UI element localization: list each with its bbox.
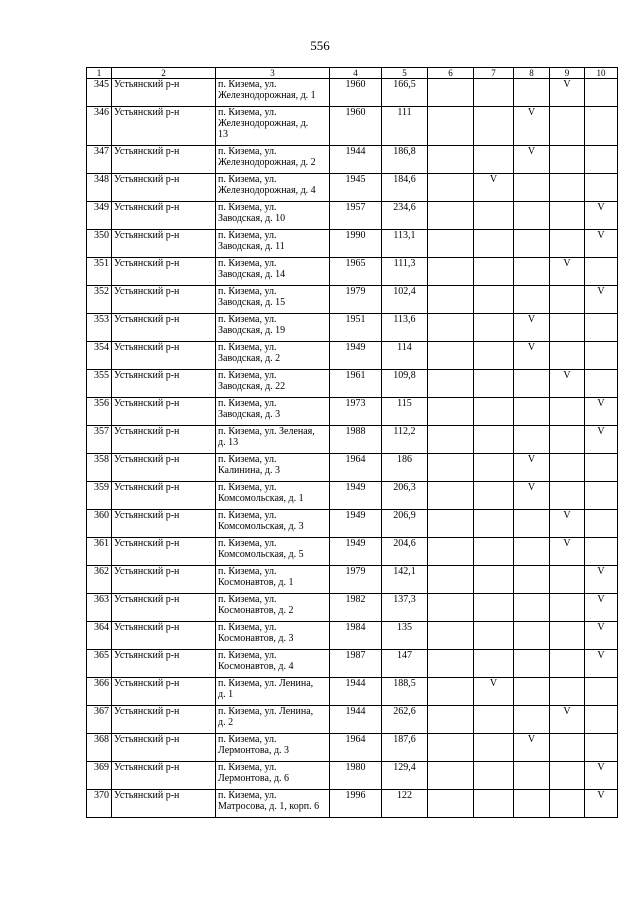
row-number-cell: 363 [87, 594, 112, 622]
column-6-cell [428, 314, 474, 342]
column-8-cell [514, 762, 550, 790]
column-9-cell [550, 202, 585, 230]
column-8-cell [514, 594, 550, 622]
area-cell: 114 [382, 342, 428, 370]
year-cell: 1957 [330, 202, 382, 230]
address-cell: п. Кизема, ул. Космонавтов, д. 1 [216, 566, 330, 594]
column-10-cell [585, 258, 618, 286]
area-cell: 113,1 [382, 230, 428, 258]
column-8-cell [514, 706, 550, 734]
area-cell: 204,6 [382, 538, 428, 566]
address-cell: п. Кизема, ул. Комсомольская, д. 3 [216, 510, 330, 538]
address-cell: п. Кизема, ул. Комсомольская, д. 1 [216, 482, 330, 510]
housing-registry-table [86, 67, 618, 818]
column-7-cell [474, 146, 514, 174]
column-10-cell: V [585, 622, 618, 650]
column-8-cell [514, 286, 550, 314]
column-9-cell [550, 762, 585, 790]
year-cell: 1979 [330, 566, 382, 594]
area-cell: 102,4 [382, 286, 428, 314]
column-9-cell [550, 314, 585, 342]
row-number-cell: 345 [87, 79, 112, 107]
address-cell: п. Кизема, ул. Заводская, д. 3 [216, 398, 330, 426]
row-number-cell: 352 [87, 286, 112, 314]
row-number-cell: 353 [87, 314, 112, 342]
address-cell: п. Кизема, ул. Зеленая, д. 13 [216, 426, 330, 454]
column-8-cell [514, 510, 550, 538]
district-cell: Устьянский р-н [112, 790, 216, 818]
column-10-cell [585, 538, 618, 566]
column-7-cell [474, 258, 514, 286]
column-7-cell [474, 538, 514, 566]
column-9-cell [550, 146, 585, 174]
row-number-cell: 367 [87, 706, 112, 734]
row-number-cell: 368 [87, 734, 112, 762]
year-cell: 1990 [330, 230, 382, 258]
column-6-cell [428, 370, 474, 398]
column-7-cell [474, 650, 514, 678]
column-7-cell [474, 426, 514, 454]
column-8-cell [514, 230, 550, 258]
column-10-cell [585, 454, 618, 482]
row-number-cell: 359 [87, 482, 112, 510]
row-number-cell: 357 [87, 426, 112, 454]
column-10-cell: V [585, 398, 618, 426]
column-7-cell [474, 622, 514, 650]
table-row [87, 566, 618, 594]
district-cell: Устьянский р-н [112, 230, 216, 258]
table-row [87, 762, 618, 790]
column-number-header-row [87, 68, 618, 79]
year-cell: 1980 [330, 762, 382, 790]
district-cell: Устьянский р-н [112, 482, 216, 510]
column-10-cell: V [585, 286, 618, 314]
table-row [87, 107, 618, 146]
table-row [87, 734, 618, 762]
district-cell: Устьянский р-н [112, 762, 216, 790]
year-cell: 1951 [330, 314, 382, 342]
column-6-cell [428, 286, 474, 314]
column-8-cell: V [514, 482, 550, 510]
district-cell: Устьянский р-н [112, 146, 216, 174]
column-9-cell: V [550, 538, 585, 566]
row-number-cell: 369 [87, 762, 112, 790]
district-cell: Устьянский р-н [112, 314, 216, 342]
table-row [87, 174, 618, 202]
area-cell: 142,1 [382, 566, 428, 594]
table-row [87, 706, 618, 734]
year-cell: 1973 [330, 398, 382, 426]
column-7-cell [474, 370, 514, 398]
column-9-cell: V [550, 370, 585, 398]
year-cell: 1944 [330, 678, 382, 706]
column-10-cell [585, 482, 618, 510]
row-number-cell: 354 [87, 342, 112, 370]
row-number-cell: 360 [87, 510, 112, 538]
table-row [87, 286, 618, 314]
column-9-cell [550, 594, 585, 622]
row-number-cell: 364 [87, 622, 112, 650]
column-6-cell [428, 454, 474, 482]
table-row [87, 398, 618, 426]
row-number-cell: 351 [87, 258, 112, 286]
district-cell: Устьянский р-н [112, 566, 216, 594]
row-number-cell: 356 [87, 398, 112, 426]
table-row [87, 230, 618, 258]
column-7-cell [474, 566, 514, 594]
district-cell: Устьянский р-н [112, 79, 216, 107]
address-cell: п. Кизема, ул. Заводская, д. 11 [216, 230, 330, 258]
address-cell: п. Кизема, ул. Лермонтова, д. 6 [216, 762, 330, 790]
column-10-cell: V [585, 202, 618, 230]
year-cell: 1949 [330, 482, 382, 510]
table-row [87, 258, 618, 286]
table-row [87, 622, 618, 650]
column-10-cell: V [585, 230, 618, 258]
area-cell: 111 [382, 107, 428, 146]
column-7-cell [474, 230, 514, 258]
table-row [87, 678, 618, 706]
row-number-cell: 365 [87, 650, 112, 678]
column-10-cell [585, 734, 618, 762]
column-9-cell [550, 650, 585, 678]
column-9-cell [550, 566, 585, 594]
district-cell: Устьянский р-н [112, 538, 216, 566]
column-8-cell: V [514, 734, 550, 762]
column-6-cell [428, 174, 474, 202]
area-cell: 129,4 [382, 762, 428, 790]
year-cell: 1964 [330, 454, 382, 482]
district-cell: Устьянский р-н [112, 202, 216, 230]
column-8-cell [514, 650, 550, 678]
column-6-cell [428, 594, 474, 622]
column-8-cell [514, 79, 550, 107]
column-7-cell [474, 482, 514, 510]
address-cell: п. Кизема, ул. Лермонтова, д. 3 [216, 734, 330, 762]
column-7-cell [474, 79, 514, 107]
column-9-cell [550, 342, 585, 370]
column-6-cell [428, 146, 474, 174]
area-cell: 188,5 [382, 678, 428, 706]
column-7-cell [474, 107, 514, 146]
year-cell: 1984 [330, 622, 382, 650]
column-9-cell [550, 107, 585, 146]
row-number-cell: 361 [87, 538, 112, 566]
column-9-cell [550, 426, 585, 454]
area-cell: 206,3 [382, 482, 428, 510]
table-row [87, 314, 618, 342]
address-cell: п. Кизема, ул. Заводская, д. 10 [216, 202, 330, 230]
district-cell: Устьянский р-н [112, 286, 216, 314]
column-10-cell [585, 678, 618, 706]
row-number-cell: 350 [87, 230, 112, 258]
year-cell: 1944 [330, 706, 382, 734]
year-cell: 1949 [330, 510, 382, 538]
column-10-cell: V [585, 426, 618, 454]
area-cell: 147 [382, 650, 428, 678]
column-9-cell [550, 678, 585, 706]
column-8-cell: V [514, 146, 550, 174]
column-header: 7 [474, 68, 514, 79]
table-row [87, 342, 618, 370]
table-row [87, 650, 618, 678]
address-cell: п. Кизема, ул. Матросова, д. 1, корп. 6 [216, 790, 330, 818]
column-6-cell [428, 790, 474, 818]
column-6-cell [428, 258, 474, 286]
address-cell: п. Кизема, ул. Железнодорожная, д. 2 [216, 146, 330, 174]
column-7-cell: V [474, 678, 514, 706]
district-cell: Устьянский р-н [112, 594, 216, 622]
address-cell: п. Кизема, ул. Заводская, д. 2 [216, 342, 330, 370]
column-6-cell [428, 230, 474, 258]
column-6-cell [428, 482, 474, 510]
year-cell: 1960 [330, 79, 382, 107]
column-8-cell: V [514, 342, 550, 370]
column-8-cell [514, 202, 550, 230]
column-7-cell [474, 762, 514, 790]
year-cell: 1965 [330, 258, 382, 286]
column-7-cell [474, 398, 514, 426]
column-10-cell: V [585, 594, 618, 622]
column-6-cell [428, 202, 474, 230]
address-cell: п. Кизема, ул. Железнодорожная, д. 13 [216, 107, 330, 146]
column-8-cell [514, 538, 550, 566]
column-9-cell [550, 286, 585, 314]
column-header: 3 [216, 68, 330, 79]
district-cell: Устьянский р-н [112, 454, 216, 482]
area-cell: 262,6 [382, 706, 428, 734]
column-6-cell [428, 79, 474, 107]
column-10-cell [585, 342, 618, 370]
year-cell: 1949 [330, 342, 382, 370]
year-cell: 1960 [330, 107, 382, 146]
column-9-cell [550, 790, 585, 818]
column-8-cell [514, 258, 550, 286]
address-cell: п. Кизема, ул. Комсомольская, д. 5 [216, 538, 330, 566]
column-10-cell: V [585, 762, 618, 790]
column-header: 9 [550, 68, 585, 79]
row-number-cell: 346 [87, 107, 112, 146]
column-9-cell [550, 454, 585, 482]
column-9-cell [550, 734, 585, 762]
year-cell: 1961 [330, 370, 382, 398]
district-cell: Устьянский р-н [112, 426, 216, 454]
table-row [87, 538, 618, 566]
address-cell: п. Кизема, ул. Заводская, д. 14 [216, 258, 330, 286]
row-number-cell: 358 [87, 454, 112, 482]
column-6-cell [428, 706, 474, 734]
district-cell: Устьянский р-н [112, 510, 216, 538]
area-cell: 115 [382, 398, 428, 426]
area-cell: 187,6 [382, 734, 428, 762]
area-cell: 111,3 [382, 258, 428, 286]
column-7-cell [474, 706, 514, 734]
district-cell: Устьянский р-н [112, 174, 216, 202]
table-row [87, 510, 618, 538]
column-10-cell [585, 370, 618, 398]
column-7-cell [474, 790, 514, 818]
area-cell: 112,2 [382, 426, 428, 454]
column-10-cell: V [585, 650, 618, 678]
column-6-cell [428, 538, 474, 566]
row-number-cell: 347 [87, 146, 112, 174]
district-cell: Устьянский р-н [112, 107, 216, 146]
column-6-cell [428, 398, 474, 426]
year-cell: 1949 [330, 538, 382, 566]
table-row [87, 426, 618, 454]
column-header: 5 [382, 68, 428, 79]
column-6-cell [428, 622, 474, 650]
year-cell: 1964 [330, 734, 382, 762]
year-cell: 1982 [330, 594, 382, 622]
column-6-cell [428, 566, 474, 594]
column-7-cell [474, 454, 514, 482]
column-7-cell [474, 510, 514, 538]
year-cell: 1979 [330, 286, 382, 314]
row-number-cell: 348 [87, 174, 112, 202]
area-cell: 113,6 [382, 314, 428, 342]
table-row [87, 454, 618, 482]
column-8-cell: V [514, 454, 550, 482]
column-9-cell: V [550, 258, 585, 286]
column-6-cell [428, 342, 474, 370]
address-cell: п. Кизема, ул. Ленина, д. 1 [216, 678, 330, 706]
column-header: 6 [428, 68, 474, 79]
table-row [87, 370, 618, 398]
column-7-cell [474, 314, 514, 342]
column-8-cell [514, 174, 550, 202]
district-cell: Устьянский р-н [112, 678, 216, 706]
column-6-cell [428, 650, 474, 678]
column-8-cell [514, 370, 550, 398]
column-10-cell: V [585, 566, 618, 594]
column-9-cell [550, 230, 585, 258]
area-cell: 186 [382, 454, 428, 482]
column-7-cell [474, 342, 514, 370]
district-cell: Устьянский р-н [112, 342, 216, 370]
column-7-cell [474, 734, 514, 762]
column-10-cell [585, 107, 618, 146]
column-9-cell [550, 482, 585, 510]
page-number: 556 [310, 38, 330, 53]
column-6-cell [428, 678, 474, 706]
column-9-cell: V [550, 706, 585, 734]
year-cell: 1996 [330, 790, 382, 818]
column-8-cell [514, 566, 550, 594]
address-cell: п. Кизема, ул. Ленина, д. 2 [216, 706, 330, 734]
row-number-cell: 355 [87, 370, 112, 398]
column-header: 10 [585, 68, 618, 79]
column-9-cell [550, 398, 585, 426]
column-8-cell [514, 426, 550, 454]
column-8-cell [514, 790, 550, 818]
area-cell: 122 [382, 790, 428, 818]
column-8-cell [514, 622, 550, 650]
row-number-cell: 366 [87, 678, 112, 706]
column-10-cell [585, 174, 618, 202]
year-cell: 1988 [330, 426, 382, 454]
table-row [87, 202, 618, 230]
area-cell: 234,6 [382, 202, 428, 230]
district-cell: Устьянский р-н [112, 398, 216, 426]
column-10-cell [585, 79, 618, 107]
column-header: 4 [330, 68, 382, 79]
column-9-cell: V [550, 79, 585, 107]
address-cell: п. Кизема, ул. Железнодорожная, д. 1 [216, 79, 330, 107]
table-row [87, 594, 618, 622]
district-cell: Устьянский р-н [112, 650, 216, 678]
column-10-cell [585, 706, 618, 734]
year-cell: 1944 [330, 146, 382, 174]
area-cell: 166,5 [382, 79, 428, 107]
column-10-cell [585, 510, 618, 538]
address-cell: п. Кизема, ул. Калинина, д. 3 [216, 454, 330, 482]
address-cell: п. Кизема, ул. Космонавтов, д. 4 [216, 650, 330, 678]
column-6-cell [428, 734, 474, 762]
district-cell: Устьянский р-н [112, 370, 216, 398]
district-cell: Устьянский р-н [112, 706, 216, 734]
address-cell: п. Кизема, ул. Заводская, д. 19 [216, 314, 330, 342]
district-cell: Устьянский р-н [112, 622, 216, 650]
address-cell: п. Кизема, ул. Космонавтов, д. 3 [216, 622, 330, 650]
column-8-cell [514, 398, 550, 426]
column-9-cell [550, 622, 585, 650]
row-number-cell: 349 [87, 202, 112, 230]
table-row [87, 790, 618, 818]
address-cell: п. Кизема, ул. Заводская, д. 22 [216, 370, 330, 398]
column-9-cell: V [550, 510, 585, 538]
address-cell: п. Кизема, ул. Железнодорожная, д. 4 [216, 174, 330, 202]
area-cell: 137,3 [382, 594, 428, 622]
column-10-cell [585, 146, 618, 174]
area-cell: 206,9 [382, 510, 428, 538]
column-header: 2 [112, 68, 216, 79]
year-cell: 1987 [330, 650, 382, 678]
column-6-cell [428, 762, 474, 790]
year-cell: 1945 [330, 174, 382, 202]
column-7-cell [474, 286, 514, 314]
column-7-cell [474, 202, 514, 230]
district-cell: Устьянский р-н [112, 258, 216, 286]
table-row [87, 79, 618, 107]
column-7-cell: V [474, 174, 514, 202]
district-cell: Устьянский р-н [112, 734, 216, 762]
column-6-cell [428, 107, 474, 146]
column-header: 1 [87, 68, 112, 79]
column-6-cell [428, 510, 474, 538]
row-number-cell: 370 [87, 790, 112, 818]
column-8-cell: V [514, 107, 550, 146]
column-8-cell [514, 678, 550, 706]
area-cell: 186,8 [382, 146, 428, 174]
address-cell: п. Кизема, ул. Космонавтов, д. 2 [216, 594, 330, 622]
column-7-cell [474, 594, 514, 622]
column-10-cell: V [585, 790, 618, 818]
column-header: 8 [514, 68, 550, 79]
area-cell: 109,8 [382, 370, 428, 398]
area-cell: 135 [382, 622, 428, 650]
table-row [87, 482, 618, 510]
column-6-cell [428, 426, 474, 454]
column-8-cell: V [514, 314, 550, 342]
column-9-cell [550, 174, 585, 202]
area-cell: 184,6 [382, 174, 428, 202]
column-10-cell [585, 314, 618, 342]
table-row [87, 146, 618, 174]
address-cell: п. Кизема, ул. Заводская, д. 15 [216, 286, 330, 314]
row-number-cell: 362 [87, 566, 112, 594]
